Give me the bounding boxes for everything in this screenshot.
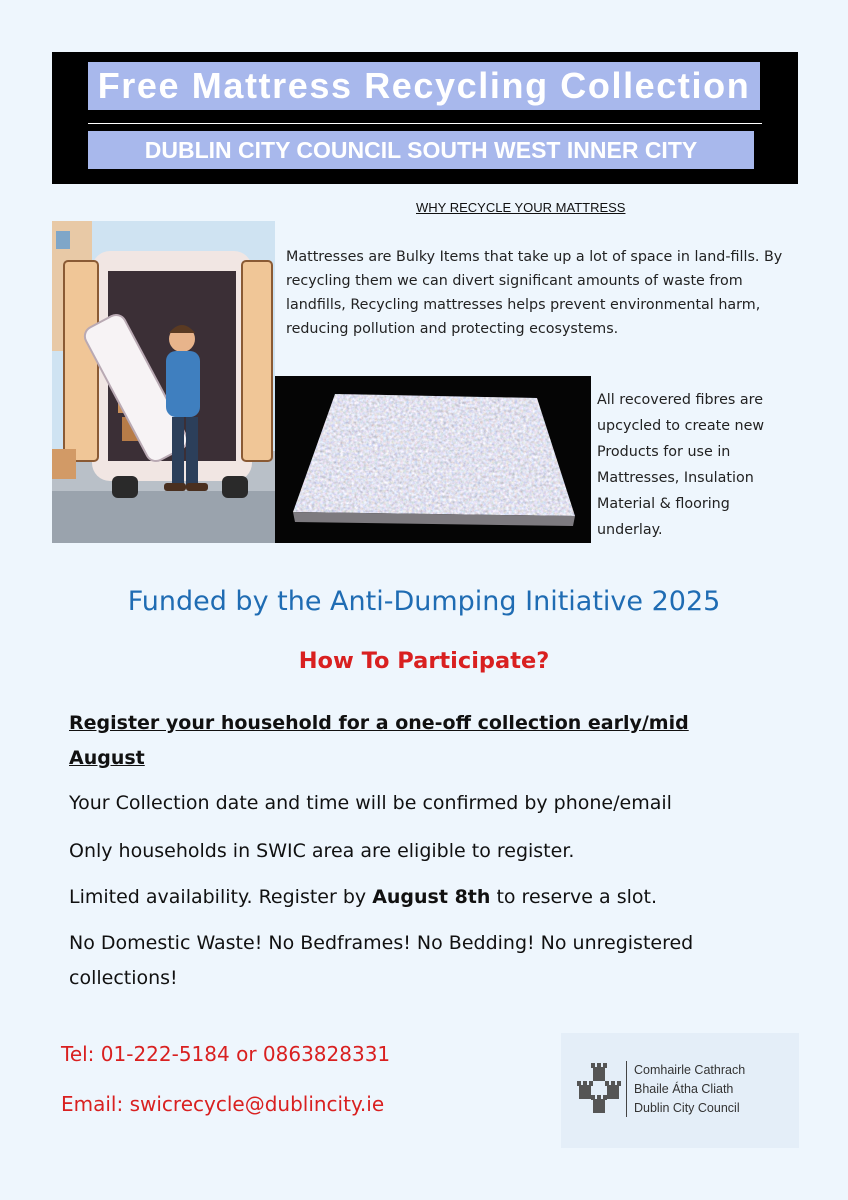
dublin-city-council-logo [561,1033,799,1148]
deadline-date: August 8th [372,886,491,908]
header-banner [52,52,798,184]
council-name-irish-1: Comhairle Cathrach [634,1063,746,1077]
exclusions-note: No Domestic Waste! No Bedframes! No Bedding! No unregistered collections! [69,932,694,989]
email-contact: Email: swicrecycle@dublincity.ie [61,1092,385,1116]
logo-divider [626,1061,627,1117]
council-name-irish-2: Bhaile Átha Cliath [634,1082,734,1096]
council-name [634,1061,745,1118]
telephone-contact: Tel: 01-222-5184 or 0863828331 [61,1042,391,1066]
castle-towers-icon [577,1063,623,1113]
eligibility-note: Only households in SWIC area are eligible to register. [69,840,575,862]
recovered-fibres-text: All recovered fibres are upcycled to create new Products for use in Mattresses, Insulation Material & flooring underlay. [597,392,765,538]
recycled-fibre-photo [275,376,591,543]
poster-title: Free Mattress Recycling Collection [88,62,760,110]
why-recycle-paragraph: Mattresses are Bulky Items that take up a lot of space in land-fills. By recycling them we can divert significant amounts of waste from landfills, Recycling mattresses helps prevent environmental harm, reducing pollution and protecting ecosystems. [286,249,783,337]
why-recycle-heading: WHY RECYCLE YOUR MATTRESS [416,200,626,215]
funding-statement: Funded by the Anti-Dumping Initiative 2025 [127,586,721,617]
van-illustration [52,221,275,543]
register-instruction: Register your household for a one-off collection early/mid August [69,712,689,769]
deadline-prefix: Limited availability. Register by [69,886,373,908]
council-name-english: Dublin City Council [634,1101,740,1115]
deadline-suffix: to reserve a slot. [490,886,657,908]
poster-subtitle: DUBLIN CITY COUNCIL SOUTH WEST INNER CITY [88,131,754,169]
how-to-participate-heading: How To Participate? [298,648,550,674]
deadline-note [69,886,657,908]
banner-divider [88,123,762,124]
confirmation-note: Your Collection date and time will be confirmed by phone/email [69,792,672,814]
